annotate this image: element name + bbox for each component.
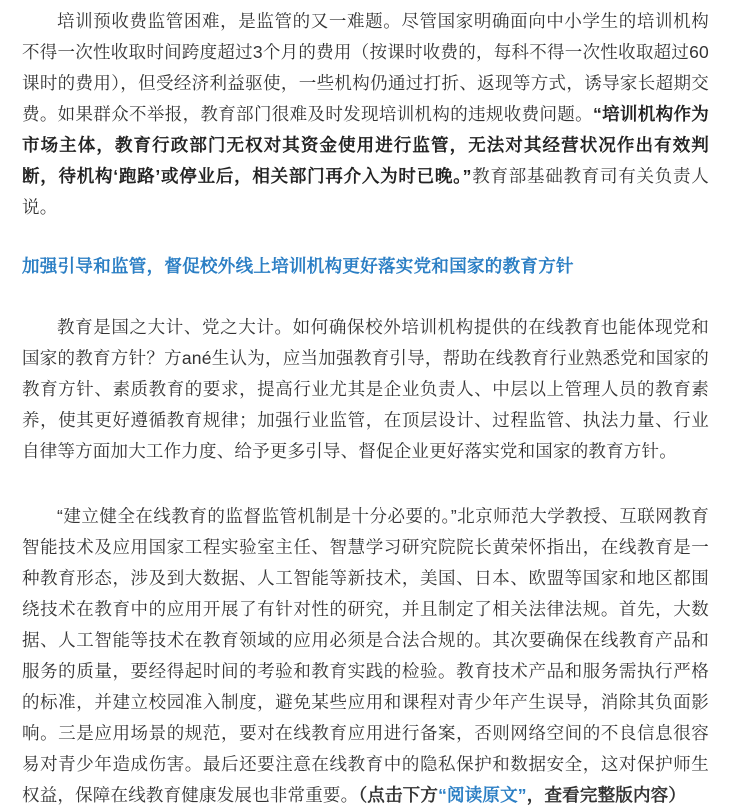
footer-prefix: （点击下方 bbox=[358, 785, 439, 805]
paragraph-3-text: “建立健全在线教育的监督监管机制是十分必要的。”北京师范大学教授、互联网教育智能技术及应用国家工程实验室主任、智慧学习研究院院长黄荣怀指出，在线教育是一种教育形态，涉及到大数据、人工智能等新技术，美国、日本、欧盟等国家和地区都围绕技术在教育中的应用开展了有针对性的研究，并且制定了相关法律法规。首先，大数据、人工智能等技术在教育领域的应用必须是合法合规的。其次要确保在线教育产品和服务的质量，要经得起时间的考验和教育实践的检验。教育技术产品和服务需执行严格的标准，并建立校园准入制度，避免某些应用和课程对青少年产生误导，消除其负面影响。三是应用场景的规范，要对在线教育应用进行备案，否则网络空间的不良信息很容易对青少年造成伤害。最后还要注意在线教育中的隐私保护和数据安全，这对保护师生权益，保障在线教育健康发展也非常重要。 bbox=[22, 506, 709, 805]
paragraph-1 bbox=[22, 6, 709, 223]
paragraph-1-quote: “培训机构作为市场主体，教育行政部门无权对其资金使用进行监管，无法对其经营状况作出有效判断，待机构‘跑路’或停业后，相关部门再介入为时已晚。” bbox=[22, 104, 709, 186]
section-heading: 加强引导和监管，督促校外线上培训机构更好落实党和国家的教育方针 bbox=[22, 256, 574, 276]
footer-suffix: ，查看完整版内容） bbox=[526, 785, 687, 805]
read-original-link[interactable]: “阅读原文” bbox=[438, 785, 527, 805]
paragraph-3 bbox=[22, 501, 709, 811]
paragraph-2: 教育是国之大计、党之大计。如何确保校外培训机构提供的在线教育也能体现党和国家的教育方针？方ané生认为，应当加强教育引导，帮助在线教育行业熟悉党和国家的教育方针、素质教育的要求，提高行业尤其是企业负责人、中层以上管理人员的教育素养，使其更好遵循教育规律；加强行业监管，在顶层设计、过程监管、执法力量、行业自律等方面加大工作力度、给予更多引导、督促企业更好落实党和国家的教育方针。 bbox=[22, 317, 709, 461]
paragraph-1-text-b: 教育部基础教育司有关负责人说。 bbox=[22, 166, 709, 217]
paragraph-1-text-a: 培训预收费监管困难，是监管的又一难题。尽管国家明确面向中小学生的培训机构不得一次性收取时间跨度超过3个月的费用（按课时收费的，每科不得一次性收取超过60课时的费用），但受经济利益驱使，一些机构仍通过打折、返现等方式，诱导家长超期交费。如果群众不举报，教育部门很难及时发现培训机构的违规收费问题。 bbox=[22, 11, 709, 124]
